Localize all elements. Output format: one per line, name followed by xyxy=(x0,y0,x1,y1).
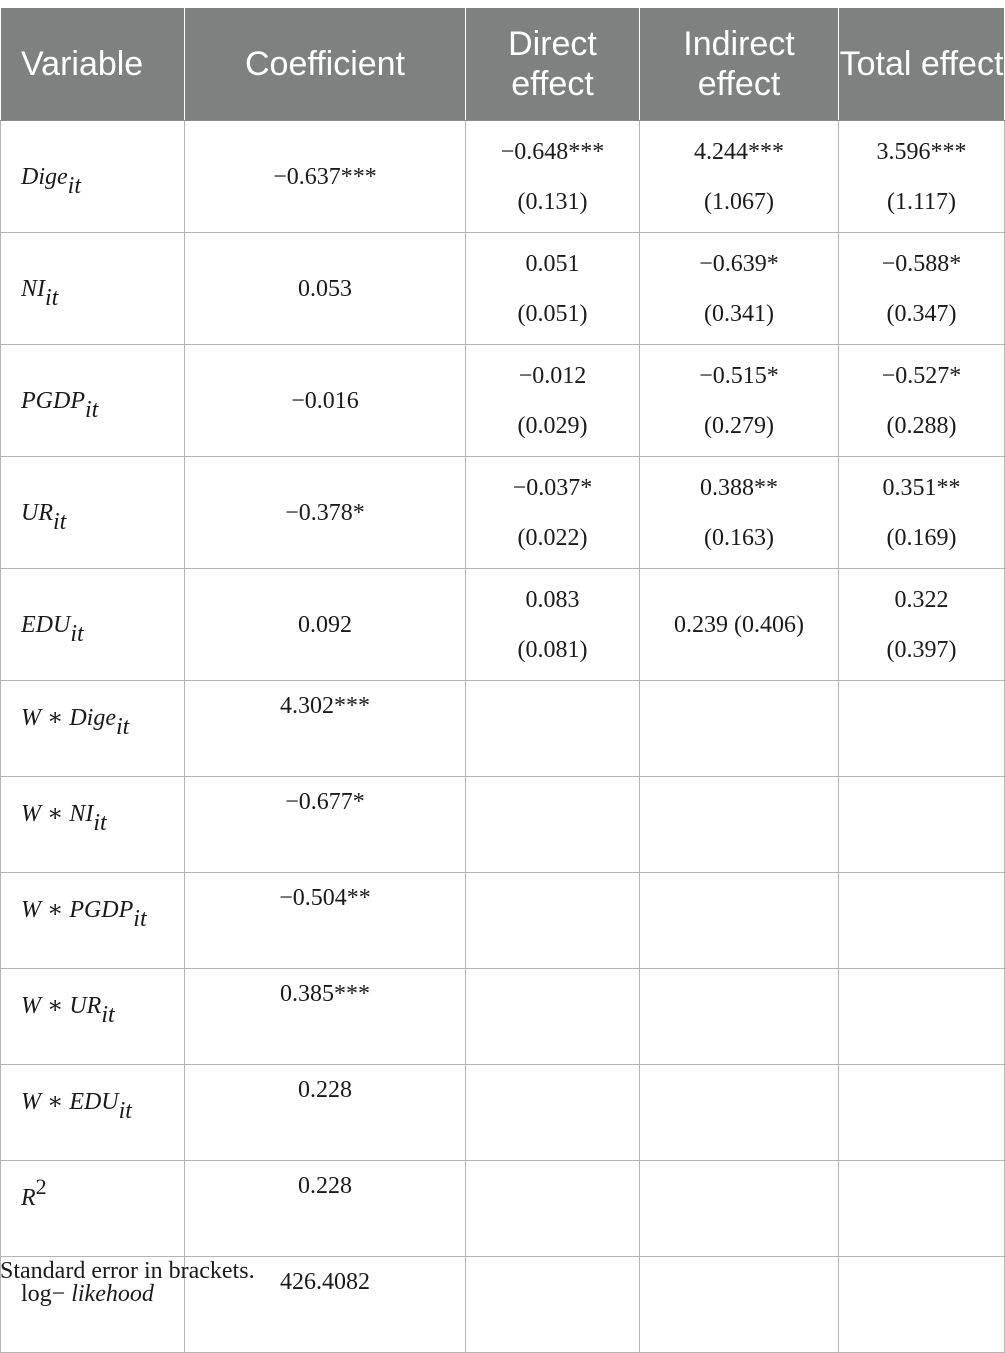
indirect-effect-cell xyxy=(640,873,839,969)
indirect-effect-cell xyxy=(640,1161,839,1257)
total-effect-cell: −0.588* (0.347) xyxy=(839,233,1005,345)
direct-effect-cell xyxy=(466,777,640,873)
header-total-effect: Total effect xyxy=(839,8,1005,121)
total-effect-cell xyxy=(839,681,1005,777)
table-row xyxy=(1,569,1005,681)
table-row xyxy=(1,233,1005,345)
table-row xyxy=(1,969,1005,1065)
direct-effect-cell: 0.083 (0.081) xyxy=(466,569,640,681)
direct-effect-cell xyxy=(466,1065,640,1161)
coefficient-cell: 0.385*** xyxy=(185,969,466,1065)
variable-name: Dige$_{it}$ xyxy=(1,121,185,233)
coefficient-cell: 0.228 xyxy=(185,1065,466,1161)
direct-effect-cell xyxy=(466,873,640,969)
direct-effect-cell: −0.012 (0.029) xyxy=(466,345,640,457)
table-row xyxy=(1,681,1005,777)
coefficient-cell: −0.016 xyxy=(185,345,466,457)
header-direct-effect: Direct effect xyxy=(466,8,640,121)
table-row xyxy=(1,1161,1005,1257)
indirect-effect-cell xyxy=(640,1257,839,1353)
total-effect-cell: 0.322 (0.397) xyxy=(839,569,1005,681)
indirect-effect-cell: 4.244*** (1.067) xyxy=(640,121,839,233)
header-coefficient: Coefficient xyxy=(185,8,466,121)
variable-name: W ∗ $NI_{it}$ xyxy=(1,777,185,873)
table-row xyxy=(1,777,1005,873)
total-effect-cell xyxy=(839,873,1005,969)
regression-table xyxy=(0,7,1005,1353)
coefficient-cell: 0.053 xyxy=(185,233,466,345)
variable-name: W ∗ $EDU_{it}$ xyxy=(1,1065,185,1161)
indirect-effect-cell xyxy=(640,777,839,873)
direct-effect-cell xyxy=(466,1161,640,1257)
coefficient-cell: −0.378* xyxy=(185,457,466,569)
coefficient-cell: −0.677* xyxy=(185,777,466,873)
total-effect-cell xyxy=(839,1161,1005,1257)
variable-name: $EDU_{it}$ xyxy=(1,569,185,681)
table-row xyxy=(1,1065,1005,1161)
indirect-effect-cell: 0.388** (0.163) xyxy=(640,457,839,569)
variable-name: W ∗ $UR_{it}$ xyxy=(1,969,185,1065)
table-row xyxy=(1,345,1005,457)
total-effect-cell: 3.596*** (1.117) xyxy=(839,121,1005,233)
coefficient-cell: −0.504** xyxy=(185,873,466,969)
table-row xyxy=(1,121,1005,233)
coefficient-cell: 0.228 xyxy=(185,1161,466,1257)
total-effect-cell xyxy=(839,1257,1005,1353)
coefficient-cell: 426.4082 xyxy=(185,1257,466,1353)
coefficient-cell: 0.092 xyxy=(185,569,466,681)
indirect-effect-cell xyxy=(640,1065,839,1161)
header-indirect-effect: Indirect effect xyxy=(640,8,839,121)
indirect-effect-cell: −0.515* (0.279) xyxy=(640,345,839,457)
coefficient-cell: 4.302*** xyxy=(185,681,466,777)
total-effect-cell: 0.351** (0.169) xyxy=(839,457,1005,569)
direct-effect-cell: 0.051 (0.051) xyxy=(466,233,640,345)
variable-name: $UR_{it}$ xyxy=(1,457,185,569)
table-row xyxy=(1,457,1005,569)
indirect-effect-cell xyxy=(640,681,839,777)
direct-effect-cell xyxy=(466,1257,640,1353)
coefficient-cell: −0.637*** xyxy=(185,121,466,233)
direct-effect-cell: −0.037* (0.022) xyxy=(466,457,640,569)
table-header-row xyxy=(1,8,1005,121)
indirect-effect-cell: −0.639* (0.341) xyxy=(640,233,839,345)
direct-effect-cell: −0.648*** (0.131) xyxy=(466,121,640,233)
variable-name: W ∗ $PGDP_{it}$ xyxy=(1,873,185,969)
total-effect-cell xyxy=(839,1065,1005,1161)
table-row xyxy=(1,873,1005,969)
variable-name: W ∗ Dige$_{it}$ xyxy=(1,681,185,777)
direct-effect-cell xyxy=(466,681,640,777)
total-effect-cell xyxy=(839,969,1005,1065)
variable-name: $PGDP_{it}$ xyxy=(1,345,185,457)
variable-name-r-squared: $R^2$ xyxy=(1,1161,185,1257)
direct-effect-cell xyxy=(466,969,640,1065)
indirect-effect-cell xyxy=(640,969,839,1065)
total-effect-cell xyxy=(839,777,1005,873)
table-footnote: Standard error in brackets. xyxy=(0,1258,255,1284)
total-effect-cell: −0.527* (0.288) xyxy=(839,345,1005,457)
variable-name: $NI_{it}$ xyxy=(1,233,185,345)
variable-name-log-likelihood: log− likehood xyxy=(1,1257,185,1353)
indirect-effect-cell: 0.239 (0.406) xyxy=(640,569,839,681)
header-variable: Variable xyxy=(1,8,185,121)
